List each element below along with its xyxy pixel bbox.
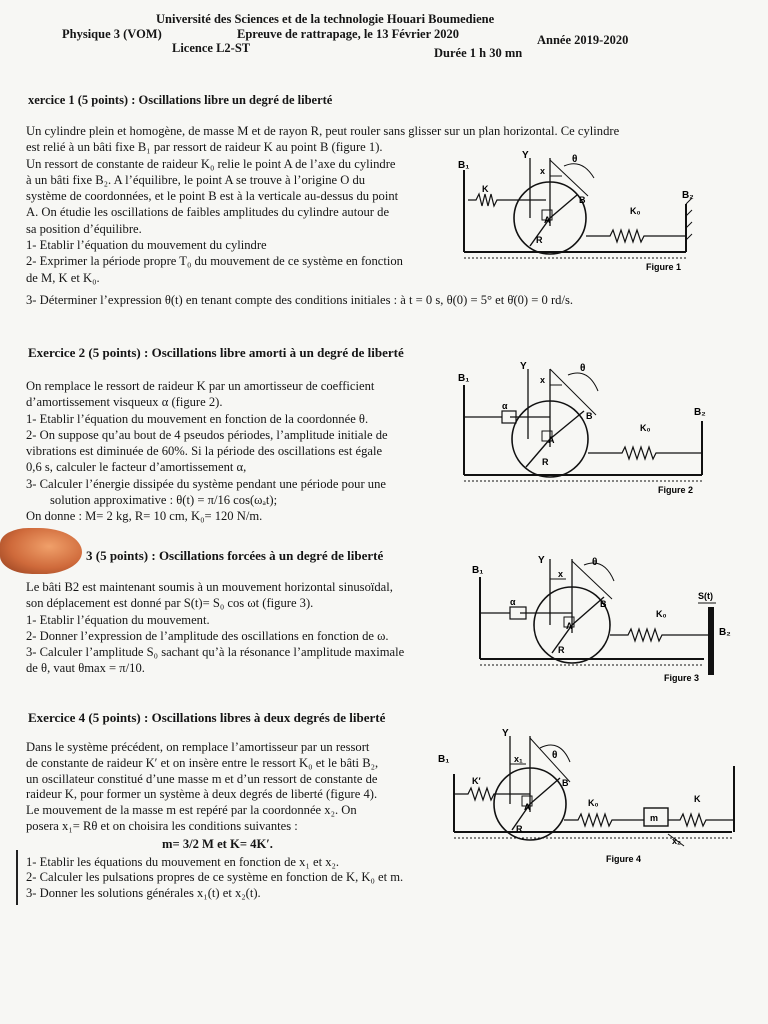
fig1-r-label: R: [536, 235, 543, 245]
ex2-line: d’amortissement visqueux α (figure 2).: [26, 395, 223, 410]
ex3-line: 2- Donner l’expression de l’amplitude des oscillations en fonction de ω.: [26, 628, 389, 643]
ex4-line: de constante de raideur K′ et on insère entre le ressort K₀ et le bâti B₂,: [26, 755, 379, 770]
fig2-r-label: R: [542, 457, 549, 467]
ex2-line: 3- Calculer l’énergie dissipée du système pendant une période pour une: [26, 476, 386, 491]
ex4-line: Le mouvement de la masse m est repéré par la coordonnée x₂. On: [26, 803, 357, 818]
fig1-b-label: B: [579, 195, 586, 205]
fig2-b2-label: B₂: [694, 407, 706, 418]
ex4-line: m= 3/2 M et K= 4K′.: [162, 836, 273, 851]
ex2-line: On remplace le ressort de raideur K par un amortisseur de coefficient: [26, 379, 375, 393]
licence-level: Licence L2-ST: [172, 41, 251, 55]
fig3-a-label: A: [566, 621, 573, 631]
fig4-b1-label: B₁: [438, 754, 450, 765]
figure-3: [458, 555, 731, 685]
ex1-line: est relié à un bâti fixe B₁ par ressort de raideur K au point B (figure 1).: [26, 140, 383, 155]
exercise-2-text: [26, 378, 388, 525]
exercise-3-text: [26, 579, 404, 677]
fig4-theta-label: θ: [552, 750, 558, 761]
fig3-b2-label: B₂: [719, 627, 731, 638]
ex1-line: système de coordonnées, et le point B est à la verticale au-dessus du point: [26, 189, 399, 204]
fig1-b1-label: B₁: [458, 160, 470, 171]
university-name: Université des Sciences et de la technologie Houari Boumediene: [156, 12, 495, 26]
ex4-line: 1- Etablir les équations du mouvement en fonction de x₁ et x₂.: [26, 854, 340, 869]
finger-thumb: [0, 528, 82, 574]
fig2-k0-label: K₀: [640, 423, 651, 433]
figure-2: [458, 355, 716, 495]
fig2-a-label: A: [548, 435, 555, 445]
ex3-line: de θ, vaut θmax = π/10.: [26, 661, 145, 676]
fig1-b2-label: B₂: [682, 190, 694, 201]
fig4-k-label: K: [694, 794, 701, 804]
ex2-line: 2- On suppose qu’au bout de 4 pseudos périodes, l’amplitude initiale de: [26, 427, 388, 442]
figure-1: [458, 148, 698, 276]
exercise-3-title: 3 (5 points) : Oscillations forcées à un degré de liberté: [86, 548, 384, 563]
fig2-x-label: x: [540, 375, 546, 385]
figure-4: [438, 722, 750, 872]
ex2-line: 1- Etablir l’équation du mouvement en fonction de la coordonnée θ.: [26, 411, 369, 426]
ex1-line: Un ressort de constante de raideur K₀ relie le point A de l’axe du cylindre: [26, 156, 396, 171]
fig1-x-label: x: [540, 166, 546, 176]
exercise-2-title: Exercice 2 (5 points) : Oscillations libre amorti à un degré de liberté: [28, 345, 404, 360]
fig3-y-label: Y: [538, 555, 545, 566]
ex2-line: 0,6 s, calculer le facteur d’amortissement α,: [26, 460, 247, 475]
ex2-line: vibrations est diminuée de 60%. Si la période des oscillations est égale: [26, 444, 383, 459]
ex1-line: sa position d’équilibre.: [26, 221, 142, 236]
ex3-line: 1- Etablir l’équation du mouvement.: [26, 612, 210, 627]
exam-duration: Durée 1 h 30 mn: [434, 46, 523, 60]
ex1-line: Un cylindre plein et homogène, de masse M et de rayon R, peut rouler sans glisser sur un plan horizontal. Ce cylindre: [26, 124, 620, 138]
fig3-theta-label: θ: [592, 557, 598, 568]
ex1-line: de M, K et K₀.: [26, 270, 100, 285]
fig1-a-label: A: [544, 215, 551, 225]
fig3-b1-label: B₁: [472, 565, 484, 576]
fig4-r-label: R: [516, 824, 523, 834]
fig4-m-label: m: [650, 813, 659, 823]
fig2-y-label: Y: [520, 361, 527, 372]
exercise-1-title: xercice 1 (5 points) : Oscillations libre un degré de liberté: [28, 93, 333, 107]
figure-4-caption: Figure 4: [606, 854, 642, 864]
ex4-line: posera x₁= Rθ et on choisira les conditions suivantes :: [26, 818, 298, 833]
fig2-theta-label: θ: [580, 363, 586, 374]
ex4-line: 3- Donner les solutions générales x₁(t) et x₂(t).: [26, 886, 261, 901]
fig1-k0-label: K₀: [630, 206, 641, 216]
ex4-line: Dans le système précédent, on remplace l’amortisseur par un ressort: [26, 740, 370, 754]
fig3-k0-label: K₀: [656, 609, 667, 619]
exercise-4-title: Exercice 4 (5 points) : Oscillations libres à deux degrés de liberté: [28, 710, 386, 725]
fig3-st-label: S(t): [698, 591, 713, 601]
fig3-b-label: B: [600, 599, 607, 609]
fig4-x2-label: x₂: [672, 836, 682, 846]
ex4-line: un oscillateur constitué d’une masse m et d’un ressort de constante de: [26, 771, 378, 786]
margin-line: [16, 850, 18, 905]
ex3-line: son déplacement est donné par S(t)= S₀ cos ωt (figure 3).: [26, 596, 314, 611]
fig4-b-label: B: [562, 778, 569, 788]
ex1-line: à un bâti fixe B₂. A l’équilibre, le point A se trouve à l’origine O du: [26, 172, 366, 187]
fig1-y-label: Y: [522, 150, 529, 161]
ex1-line: 3- Déterminer l’expression θ(t) en tenant compte des conditions initiales : à t = 0 s, θ(0) = 5° et θ̇(0) = 0 rd/s.: [26, 292, 574, 307]
fig4-a-label: A: [524, 802, 531, 812]
ex4-line: 2- Calculer les pulsations propres de ce système en fonction de K, K₀ et m.: [26, 870, 404, 885]
fig4-k0-label: K₀: [588, 798, 599, 808]
academic-year: Année 2019-2020: [537, 33, 629, 47]
course-name: Physique 3 (VOM): [62, 27, 162, 41]
fig2-b-label: B: [586, 411, 593, 421]
ex3-line: Le bâti B2 est maintenant soumis à un mouvement horizontal sinusoïdal,: [26, 580, 393, 594]
exercise-4-text: [26, 740, 403, 902]
ex1-line: 2- Exprimer la période propre T₀ du mouvement de ce système en fonction: [26, 254, 403, 269]
ex2-line: On donne : M= 2 kg, R= 10 cm, K₀= 120 N/m.: [26, 509, 263, 524]
fig2-alpha-label: α: [502, 401, 508, 411]
ex3-line: 3- Calculer l’amplitude S₀ sachant qu’à la résonance l’amplitude maximale: [26, 645, 405, 660]
ex4-line: raideur K, pour former un système à deux degrés de liberté (figure 4).: [26, 787, 378, 802]
fig2-b1-label: B₁: [458, 373, 470, 384]
exam-title: Epreuve de rattrapage, le 13 Février 2020: [237, 27, 460, 41]
ex2-line: solution approximative : θ(t) = π/16 cos(ωₐt);: [50, 493, 278, 508]
ex1-line: 1- Etablir l’équation du mouvement du cylindre: [26, 238, 267, 253]
fig4-y-label: Y: [502, 728, 509, 739]
fig3-x-label: x: [558, 569, 564, 579]
fig3-r-label: R: [558, 645, 565, 655]
fig4-kprime-label: K′: [472, 776, 481, 786]
figure-1-caption: Figure 1: [646, 262, 682, 272]
figure-2-caption: Figure 2: [658, 485, 694, 495]
figure-3-caption: Figure 3: [664, 673, 700, 683]
fig4-x1-label: x₁: [514, 754, 523, 764]
fig1-k-label: K: [482, 184, 489, 194]
fig3-alpha-label: α: [510, 597, 516, 607]
ex1-line: A. On étudie les oscillations de faibles amplitudes du cylindre autour de: [26, 205, 390, 220]
fig1-theta-label: θ: [572, 154, 578, 165]
